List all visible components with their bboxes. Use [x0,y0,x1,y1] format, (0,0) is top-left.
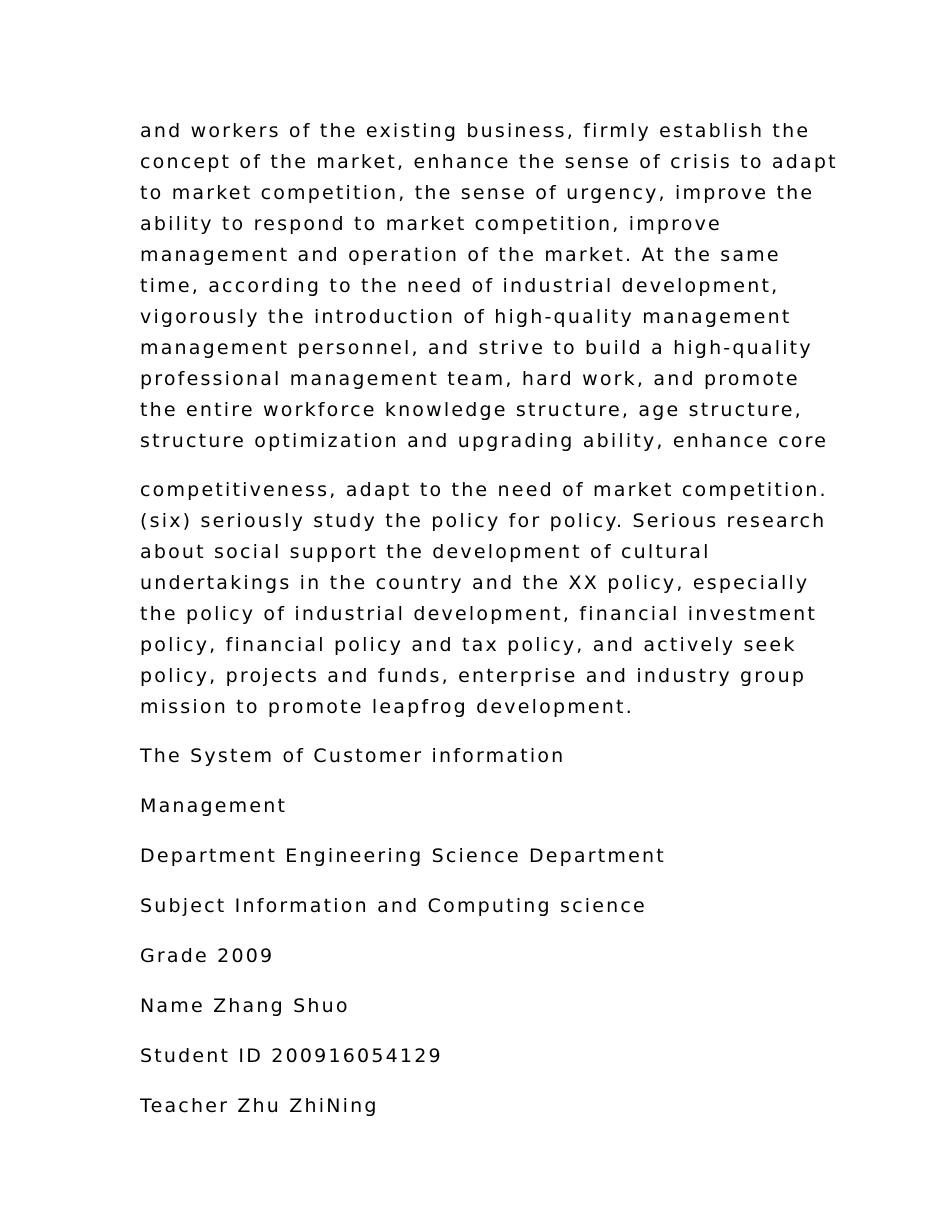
text-line: about social support the development of cultural [140,541,711,563]
subject-line: Subject Information and Computing science [140,895,647,917]
text-line: the entire workforce knowledge structure, age structure, [140,399,803,421]
text-line: to market competition, the sense of urgency, improve the [140,182,815,204]
text-line: ability to respond to market competition, improve [140,213,722,235]
thesis-title-line-2: Management [140,795,288,817]
text-line: (six) seriously study the policy for policy. Serious research [140,510,827,532]
paragraph-policy [140,475,828,723]
thesis-title-line-1: The System of Customer information [140,745,566,767]
teacher-line: Teacher Zhu ZhiNing [140,1095,379,1117]
grade-line: Grade 2009 [140,945,275,967]
text-line: policy, financial policy and tax policy, and actively seek [140,634,797,656]
text-line: competitiveness, adapt to the need of market competition. [140,479,828,501]
text-line: policy, projects and funds, enterprise and industry group [140,665,807,687]
text-line: professional management team, hard work, and promote [140,368,800,390]
text-line: undertakings in the country and the XX policy, especially [140,572,810,594]
text-line: structure optimization and upgrading ability, enhance core [140,430,829,452]
student-name-line: Name Zhang Shuo [140,995,350,1017]
text-line: the policy of industrial development, financial investment [140,603,818,625]
text-line: mission to promote leapfrog development. [140,696,634,718]
text-line: time, according to the need of industrial development, [140,275,780,297]
text-line: and workers of the existing business, firmly establish the [140,120,811,142]
student-id-line: Student ID 200916054129 [140,1045,443,1067]
paragraph-workforce [140,116,838,457]
text-line: vigorously the introduction of high-quality management [140,306,792,328]
document-body [140,116,838,1141]
department-line: Department Engineering Science Department [140,845,666,867]
text-line: management personnel, and strive to build a high-quality [140,337,813,359]
text-line: management and operation of the market. At the same [140,244,781,266]
text-line: concept of the market, enhance the sense of crisis to adapt [140,151,838,173]
